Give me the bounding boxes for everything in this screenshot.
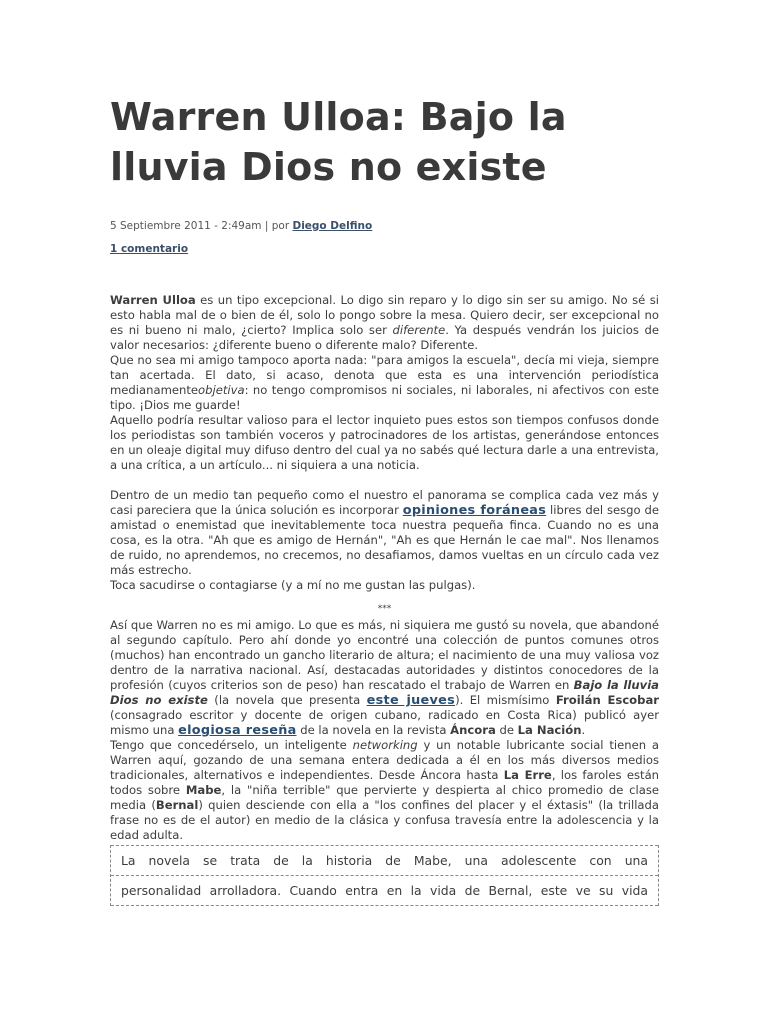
text-segment: de [495, 723, 518, 737]
text-segment: . Ya después vendrán los juicios de valor necesarios: ¿diferente bueno o diferente malo? Diferente. [110, 323, 659, 352]
paragraph-6 [110, 618, 659, 738]
text-segment: libres del sesgo de amistad o enemistad que inevitablemente toca nuestra pequeña finca. Cuando no es una cosa, es la otra. "Ah que es amigo de Hernán", "Ah es que Hernán le cae mal". Nos llenamos de ruido, no aprendemos, no crecemos, no desafiamos, damos vueltas en un círculo cada vez más estrecho. [110, 503, 659, 577]
text-segment: Así que Warren no es mi amigo. Lo que es más, ni siquiera me gustó su novela, que abandoné al segundo capítulo. Pero ahí donde yo encontré una colección de puntos comunes otros (muchos) han encontrado un gancho literario de altura; el nacimiento de una muy valiosa voz dentro de la narrativa nacional. Así, destacadas autoridades y distintos conocedores de la profesión (cuyos criterios son de peso) han rescatado el trabajo de Warren en [110, 618, 659, 692]
article-title: Warren Ulloa: Bajo la lluvia Dios no existe [110, 95, 567, 189]
la-nacion-bold: La Nación [517, 723, 582, 737]
text-segment: . [581, 723, 586, 737]
mabe-bold: Mabe [185, 783, 222, 797]
elogiosa-resena-link[interactable]: elogiosa reseña [178, 723, 297, 738]
text-segment: , los faroles están todos sobre [110, 768, 660, 797]
text-segment: : no tengo compromisos ni sociales, ni laborales, ni afectivos con este tipo. ¡Dios me guarde! [110, 383, 659, 412]
text-segment: ) quien desciende con ella a "los confines del placer y el éxtasis" (la trillada frase no es de el autor) en medio de la clásica y confusa travesía entre la adolescencia y la edad adulta. [110, 798, 659, 842]
text-segment: Tengo que concedérselo, un inteligente [110, 738, 353, 752]
paragraph-3: Aquello podría resultar valioso para el lector inquieto pues estos son tiempos confusos donde los periodistas son también voceros y patrocinadores de los artistas, generándose entonces en un oleaje digital muy difuso dentro del cual ya no sabés qué lectura darle a una entrevista, a una crítica, a un artículo... ni siquiera a una noticia. [110, 413, 659, 472]
paragraph-4 [110, 488, 659, 578]
paragraph-1 [110, 293, 659, 353]
novel-title: Bajo la lluvia Dios no existe [110, 678, 659, 707]
ancora-bold: Áncora [450, 723, 496, 737]
paragraph-2 [110, 353, 659, 413]
author-link[interactable]: Diego Delfino [292, 220, 373, 232]
quote-line-1: La novela se trata de la historia de Mabe, una adolescente con una [111, 845, 658, 875]
comments-link[interactable]: 1 comentario [110, 243, 189, 255]
article-content [110, 92, 659, 906]
bernal-bold: Bernal [155, 798, 199, 812]
text-segment: es un tipo excepcional. Lo digo sin reparo y lo digo sin ser su amigo. No sé si esto habla mal de o bien de él, solo lo pongo sobre la mesa. Quiero decir, ser excepcional no es ni bueno ni malo, ¿cierto? Implica solo ser [110, 293, 659, 337]
byline-prefix: | por [261, 220, 293, 232]
article-body [110, 293, 659, 906]
opiniones-foraneas-link[interactable]: opiniones foráneas [402, 503, 547, 518]
text-segment: Que no sea mi amigo tampoco aporta nada: "para amigos la escuela", decía mi vieja, siempre tan acertada. El dato, si acaso, denota que esta es una intervención periodística medianamente [110, 353, 659, 397]
quote-box [110, 845, 659, 906]
text-segment: , la "niña terrible" que pervierte y despierta al chico promedio de clase media ( [110, 783, 659, 812]
article-meta [110, 219, 659, 233]
text-segment: y un notable lubricante social tienen a Warren aquí, gozando de una semana entera dedicada a él en los más diversos medios tradicionales, alternativos e independientes. Desde Áncora hasta [110, 738, 659, 782]
text-segment: (la novela que presenta [207, 693, 367, 707]
text-segment: de la novela en la revista [296, 723, 451, 737]
emphasis-objetiva: objetiva [198, 383, 245, 397]
este-jueves-link[interactable]: este jueves [366, 693, 456, 708]
paragraph-7 [110, 738, 659, 843]
paragraph-5: Toca sacudirse o contagiarse (y a mí no me gustan las pulgas). [110, 578, 476, 592]
la-erre-bold: La Erre [503, 768, 552, 782]
comments-row [110, 242, 659, 256]
author-name-bold: Warren Ulloa [110, 293, 196, 307]
section-separator: *** [377, 604, 392, 614]
quote-line-2: personalidad arrolladora. Cuando entra en la vida de Bernal, este ve su vida [111, 875, 658, 906]
text-segment: ). El mismísimo [455, 693, 556, 707]
publish-date: 5 Septiembre 2011 - 2:49am [110, 220, 262, 232]
froilan-escobar-bold: Froilán Escobar [555, 693, 659, 707]
text-segment: (consagrado escritor y docente de origen cubano, radicado en Costa Rica) publicó ayer mismo una [110, 708, 659, 737]
emphasis-diferente: diferente [392, 323, 446, 337]
text-segment: Dentro de un medio tan pequeño como el nuestro el panorama se complica cada vez más y casi pareciera que la única solución es incorporar [110, 488, 659, 517]
emphasis-networking: networking [352, 738, 418, 752]
